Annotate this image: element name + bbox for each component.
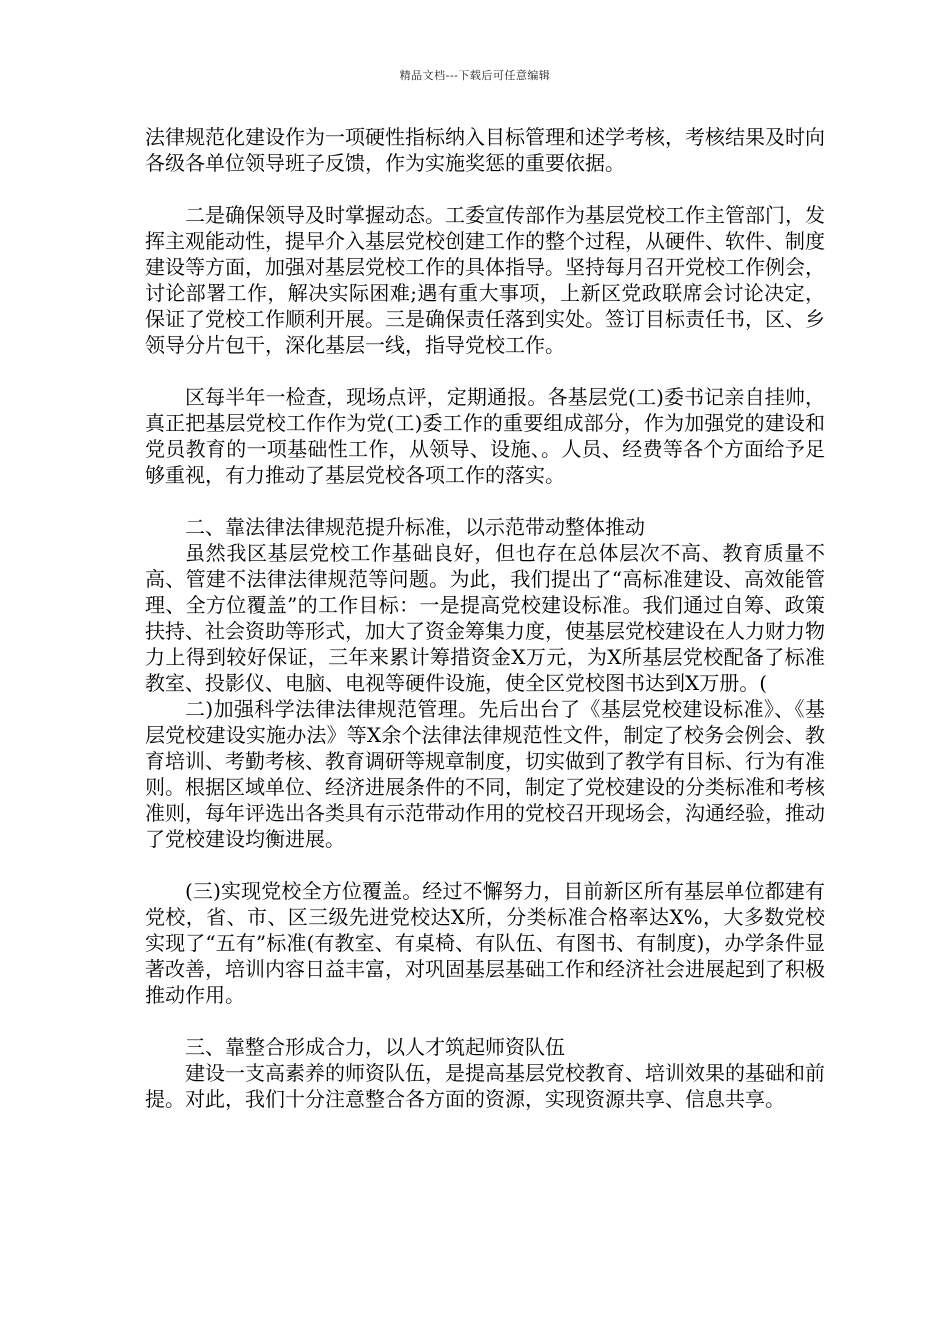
paragraph: 二是确保领导及时掌握动态。工委宣传部作为基层党校工作主管部门，发挥主观能动性，提早介入基层党校创建工作的整个过程，从硬件、软件、制度建设等方面，加强对基层党校工作的具体指导。坚持每月召开党校工作例会，讨论部署工作，解决实际困难;遇有重大事项，上新区党政联席会讨论决定，保证了党校工作顺利开展。三是确保责任落到实处。签订目标责任书，区、乡领导分片包干，深化基层一线，指导党校工作。 <box>145 203 825 357</box>
document-body <box>145 124 825 1112</box>
paragraph: 法律规范化建设作为一项硬性指标纳入目标管理和述学考核，考核结果及时向各级各单位领导班子反馈，作为实施奖惩的重要依据。 <box>145 125 825 175</box>
paragraph: 二)加强科学法律法律规范管理。先后出台了《基层党校建设标准》、《基层党校建设实施办法》等X余个法律法律规范性文件，制定了校务会例会、教育培训、考勤考核、教育调研等规章制度，切实做到了教学有目标、行为有准则。根据区域单位、经济进展条件的不同，制定了党校建设的分类标准和考核准则，每年评选出各类具有示范带动作用的党校召开现场会，沟通经验，推动了党校建设均衡进展。 <box>145 697 825 851</box>
paragraph: 区每半年一检查，现场点评，定期通报。各基层党(工)委书记亲自挂帅，真正把基层党校工作作为党(工)委工作的重要组成部分，作为加强党的建设和党员教育的一项基础性工作，从领导、设施、。人员、经费等各个方面给予足够重视，有力推动了基层党校各项工作的落实。 <box>145 385 825 487</box>
paragraph: 虽然我区基层党校工作基础良好，但也存在总体层次不高、教育质量不高、管建不法律法律规范等问题。为此，我们提出了“高标准建设、高效能管理、全方位覆盖”的工作目标：一是提高党校建设标准。我们通过自筹、政策扶持、社会资助等形式，加大了资金筹集力度，使基层党校建设在人力财力物力上得到较好保证，三年来累计筹措资金X万元，为X所基层党校配备了标准教室、投影仪、电脑、电视等硬件设施，使全区党校图书达到X万册。( <box>145 541 825 695</box>
paragraph: 建设一支高素养的师资队伍，是提高基层党校教育、培训效果的基础和前提。对此，我们十分注意整合各方面的资源，实现资源共享、信息共享。 <box>145 1061 825 1111</box>
paragraph: (三)实现党校全方位覆盖。经过不懈努力，目前新区所有基层单位都建有党校，省、市、区三级先进党校达X所，分类标准合格率达X%，大多数党校实现了“五有”标准(有教室、有桌椅、有队伍、有图书、有制度)，办学条件显著改善，培训内容日益丰富，对巩固基层基础工作和经济社会进展起到了积极推动作用。 <box>145 879 825 1007</box>
section-heading: 二、靠法律法律规范提升标准，以示范带动整体推动 <box>185 515 645 539</box>
page-header: 精品文档---下载后可任意编辑 <box>399 69 551 82</box>
section-heading: 三、靠整合形成合力，以人才筑起师资队伍 <box>185 1035 565 1059</box>
